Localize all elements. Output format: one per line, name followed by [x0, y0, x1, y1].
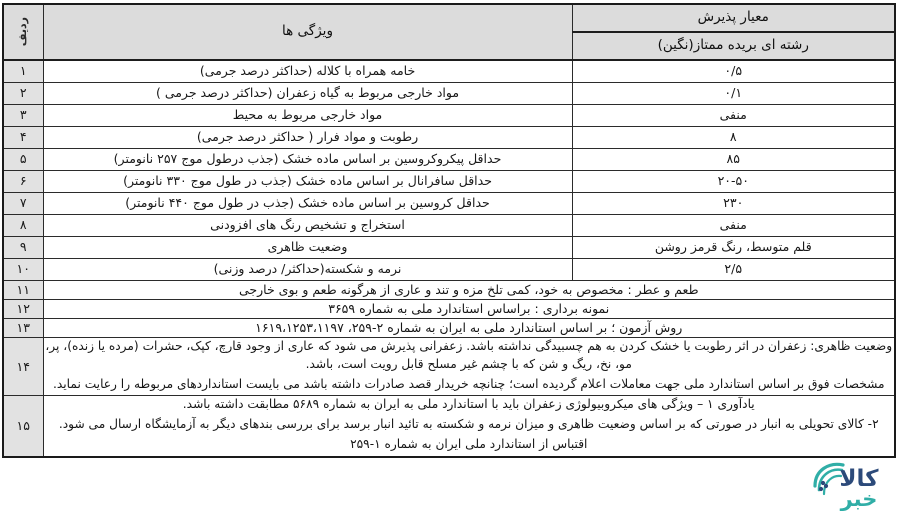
watermark-line1: کالا — [839, 466, 879, 492]
cell-note: طعم و عطر : مخصوص به خود، کمی تلخ مزه و تند و عاری از هرگونه طعم و بوی خارجی — [43, 281, 895, 300]
table-row — [3, 171, 895, 193]
cell-note — [43, 338, 895, 396]
header-row-primary — [3, 4, 895, 32]
cell-feature: مواد خارجی مربوط به گیاه زعفران (حداکثر درصد جرمی ) — [43, 83, 572, 105]
note-paragraph: ۲- کالای تحویلی به انبار در صورتی که بر اساس وضعیت ظاهری و میزان نرمه و شکسته به تائید انبار برسد برای بررسی بندهای دیگر به آزمایشگاه ارسال می شود. — [58, 417, 879, 432]
table-row — [3, 60, 895, 83]
cell-note — [43, 396, 895, 457]
cell-row-index: ۱ — [3, 60, 43, 83]
cell-feature: رطوبت و مواد فرار ( حداکثر درصد جرمی) — [43, 127, 572, 149]
note-paragraph: مشخصات فوق بر اساس استاندارد ملی جهت معاملات اعلام گردیده است؛ چنانچه خریدار قصد صادرات داشته باشد می بایست استانداردهای مربوطه را رعایت نماید. — [53, 376, 885, 391]
cell-criterion: منفی — [572, 105, 895, 127]
header-criteria-subtitle: رشته ای بریده ممتاز(نگین) — [572, 32, 895, 60]
table-row — [3, 259, 895, 281]
header-index — [3, 4, 43, 60]
cell-criterion: ۲/۵ — [572, 259, 895, 281]
cell-row-index: ۷ — [3, 193, 43, 215]
cell-criterion: قلم متوسط، رنگ قرمز روشن — [572, 237, 895, 259]
cell-row-index: ۱۵ — [3, 396, 43, 457]
note-paragraph: یادآوری ۱ – ویژگی های میکروبیولوژی زعفران باید با استاندارد ملی به ایران به شماره ۵۶۸۹ مطابقت داشته باشد. — [182, 397, 755, 412]
table-row — [3, 319, 895, 338]
table-row — [3, 127, 895, 149]
cell-feature: حداقل کروسین بر اساس ماده خشک (جذب در طول موج ۴۴۰ نانومتر) — [43, 193, 572, 215]
table-row — [3, 300, 895, 319]
table-row — [3, 281, 895, 300]
table-row — [3, 149, 895, 171]
cell-feature: حداقل پیکروکروسین بر اساس ماده خشک (جذب درطول موج ۲۵۷ نانومتر) — [43, 149, 572, 171]
watermark-logo-icon — [807, 456, 893, 514]
cell-row-index: ۱۳ — [3, 319, 43, 338]
header-criteria-title: معیار پذیرش — [572, 4, 895, 32]
cell-row-index: ۱۰ — [3, 259, 43, 281]
cell-row-index: ۳ — [3, 105, 43, 127]
cell-criterion: ۲۰-۵۰ — [572, 171, 895, 193]
cell-criterion: ۲۳۰ — [572, 193, 895, 215]
cell-row-index: ۱۴ — [3, 338, 43, 396]
cell-note: روش آزمون ؛ بر اساس استاندارد ملی به ایران به شماره ۲-۲۵۹، ۱۶۱۹،۱۲۵۳،۱۱۹۷ — [43, 319, 895, 338]
cell-criterion: ۰/۱ — [572, 83, 895, 105]
table-row — [3, 237, 895, 259]
table-row — [3, 83, 895, 105]
table-row — [3, 193, 895, 215]
cell-feature: خامه همراه با کلاله (حداکثر درصد جرمی) — [43, 60, 572, 83]
cell-criterion: ۸۵ — [572, 149, 895, 171]
table-row — [3, 396, 895, 457]
cell-row-index: ۱۱ — [3, 281, 43, 300]
kala-khabar-watermark — [807, 456, 893, 514]
cell-row-index: ۵ — [3, 149, 43, 171]
saffron-specification-table — [2, 3, 896, 458]
note-paragraph: وضعیت ظاهری: زعفران در اثر رطوبت یا خشک کردن به هم چسبیدگی نداشته باشد. زعفرانی پذیرش می شود که عاری از وجود قارچ، کپک، حشرات (مرده یا زنده)، پر، مو، نخ، ریگ و شن که با چشم غیر مسلح قابل رویت است، باشد. — [45, 339, 893, 372]
cell-feature: مواد خارجی مربوط به محیط — [43, 105, 572, 127]
table-row — [3, 105, 895, 127]
cell-feature: وضعیت ظاهری — [43, 237, 572, 259]
cell-feature: نرمه و شکسته(حداکثر/ درصد وزنی) — [43, 259, 572, 281]
header-index-rotate-wrap — [4, 7, 43, 57]
cell-row-index: ۶ — [3, 171, 43, 193]
cell-criterion: ۸ — [572, 127, 895, 149]
watermark-line2: خبر — [840, 487, 878, 511]
cell-row-index: ۱۲ — [3, 300, 43, 319]
table-header — [3, 4, 895, 60]
table-body — [3, 60, 895, 457]
cell-row-index: ۸ — [3, 215, 43, 237]
cell-row-index: ۹ — [3, 237, 43, 259]
cell-note: نمونه برداری : براساس استاندارد ملی به شماره ۳۶۵۹ — [43, 300, 895, 319]
table-row — [3, 215, 895, 237]
cell-feature: حداقل سافرانال بر اساس ماده خشک (جذب در طول موج ۳۳۰ نانومتر) — [43, 171, 572, 193]
cell-criterion: منفی — [572, 215, 895, 237]
cell-row-index: ۴ — [3, 127, 43, 149]
cell-row-index: ۲ — [3, 83, 43, 105]
header-features: ویژگی ها — [43, 4, 572, 60]
cell-criterion: ۰/۵ — [572, 60, 895, 83]
cell-feature: استخراج و تشخیص رنگ های افزودنی — [43, 215, 572, 237]
table-row — [3, 338, 895, 396]
header-index-label: ردیف — [16, 17, 30, 47]
note-paragraph: اقتباس از استاندارد ملی ایران به شماره ۱-۲۵۹ — [350, 436, 588, 451]
